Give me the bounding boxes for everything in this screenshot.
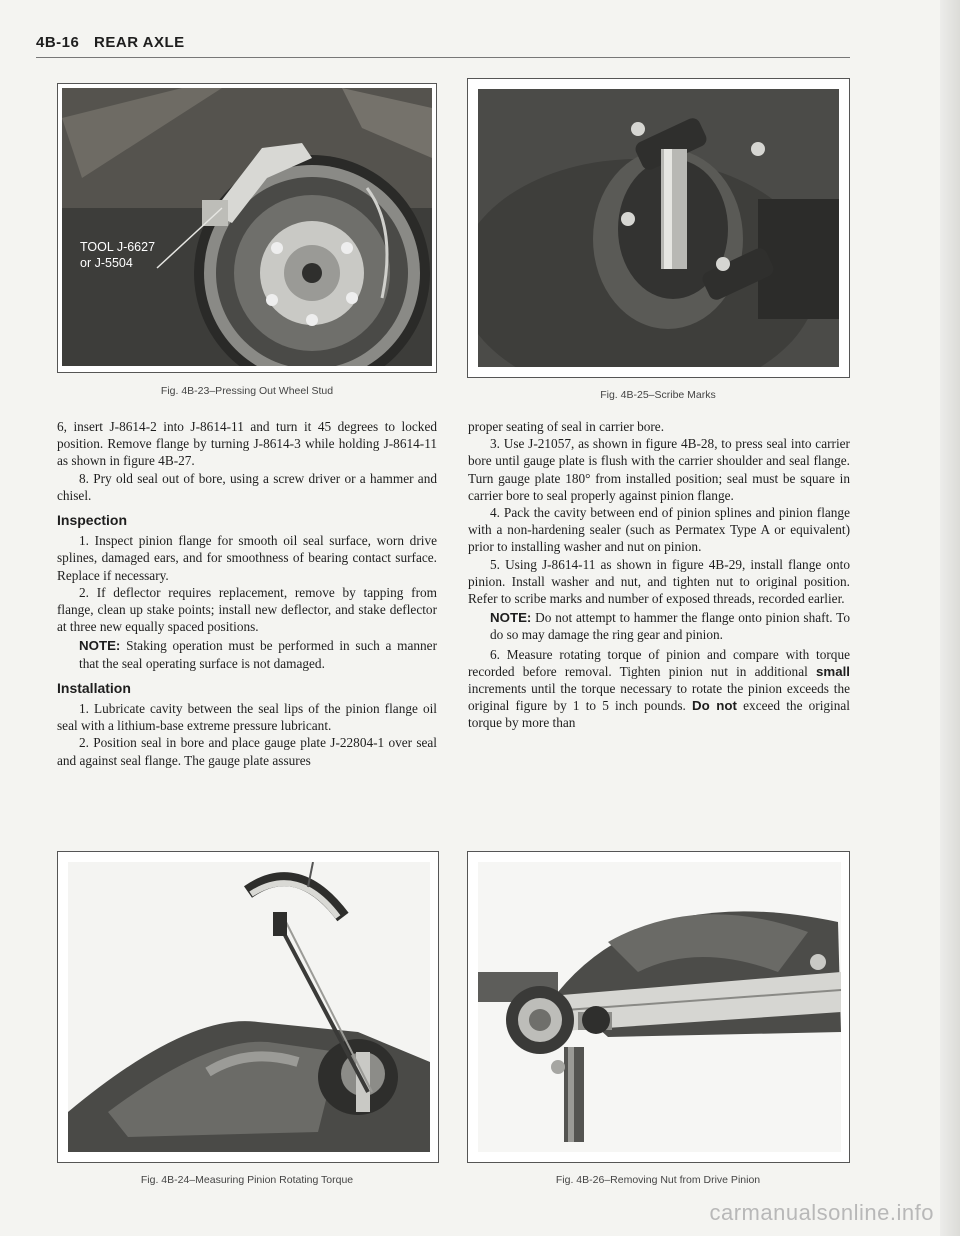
installation-step-3: 3. Use J-21057, as shown in figure 4B-28, to press seal into carrier bore until gauge plate is flush with the carrier shoulder and seal flange. Turn gauge plate 180° from installed position; seal must be square in carrier bore to seal properly against pinion flange.: [468, 436, 850, 503]
installation-step-4: 4. Pack the cavity between end of pinion splines and pinion flange with a non-hardening sealer (such as Permatex Type A or equivalent) prior to installing washer and nut on pinion.: [468, 505, 850, 555]
heading-inspection: Inspection: [57, 512, 128, 529]
installation-step-2: 2. Position seal in bore and place gauge plate J-22804-1 over seal and against seal flange. The gauge plate assures: [57, 735, 437, 768]
emphasis-small: small: [815, 663, 850, 679]
step-6-text-b: increments until the torque necessary to rotate the pinion exceeds the original figure by 1 to 5 inch pounds.: [468, 681, 850, 714]
remove-nut-photo: [478, 862, 841, 1152]
note-hammer: [490, 609, 850, 643]
installation-step-2-continued: proper seating of seal in carrier bore.: [468, 419, 665, 434]
tool-label-line1: TOOL J-6627: [80, 240, 156, 254]
caption-fig-4b-23: Fig. 4B-23–Pressing Out Wheel Stud: [160, 385, 334, 397]
step-6-text-c: exceed the original torque by more than: [468, 698, 850, 731]
watermark: carmanualsonline.info: [709, 1200, 934, 1225]
inspection-step-1: 1. Inspect pinion flange for smooth oil seal surface, worn drive splines, damaged ears, and for smoothness of bearing contact surface. Replace if necessary.: [57, 533, 437, 583]
wheel-stud-photo: [62, 88, 432, 366]
caption-fig-4b-24: Fig. 4B-24–Measuring Pinion Rotating Torque: [140, 1174, 354, 1186]
inspection-step-2: 2. If deflector requires replacement, remove by tapping from flange, clean up stake points; install new deflector, and stake deflector at three new equally spaced positions.: [57, 584, 437, 635]
figure-4b-26: [467, 851, 850, 1163]
step-6-continued: 6, insert J-8614-2 into J-8614-11 and turn it 45 degrees to locked position. Remove flange by turning J-8614-3 while holding J-8614-11 as shown in figure 4B-27.: [57, 419, 437, 469]
caption-fig-4b-26: Fig. 4B-26–Removing Nut from Drive Pinion: [555, 1174, 761, 1186]
figure-4b-25: [467, 78, 850, 378]
note-text: Staking operation must be performed in such a manner that the seal operating surface is not damaged.: [79, 638, 437, 671]
section-code: 4B-16: [36, 34, 80, 51]
page-header: [36, 34, 850, 58]
scribe-marks-photo: [478, 89, 839, 367]
section-title: REAR AXLE: [94, 34, 185, 51]
caption-fig-4b-25: Fig. 4B-25–Scribe Marks: [600, 389, 716, 401]
installation-step-5: 5. Using J-8614-11 as shown in figure 4B-29, install flange onto pinion. Install washer and nut, and tighten nut to original position. Refer to scribe marks and number of exposed threads, recorded earlier.: [468, 556, 850, 607]
torque-wrench-photo: [68, 862, 430, 1152]
right-column-text: [468, 418, 850, 732]
tool-label-line2: or J-5504: [80, 256, 133, 270]
installation-step-1: 1. Lubricate cavity between the seal lips of the pinion flange oil seal with a lithium-base extreme pressure lubricant.: [57, 701, 437, 734]
heading-installation: Installation: [57, 679, 131, 696]
note-label: NOTE:: [490, 610, 532, 626]
tool-label: [80, 239, 155, 271]
figure-4b-24: [57, 851, 439, 1163]
note-text: Do not attempt to hammer the flange onto pinion shaft. To do so may damage the ring gear and pinion.: [490, 610, 850, 643]
step-6-text-a: 6. Measure rotating torque of pinion and compare with torque recorded before removal. Tighten pinion nut in additional: [468, 646, 850, 679]
page-edge-shadow: [940, 0, 960, 1236]
note-staking: [79, 637, 437, 671]
emphasis-do-not: Do not: [692, 698, 737, 714]
left-column-text: [57, 418, 437, 769]
note-label: NOTE:: [79, 638, 121, 654]
installation-step-6: [468, 646, 850, 732]
step-8: 8. Pry old seal out of bore, using a screw driver or a hammer and chisel.: [57, 470, 437, 503]
figure-4b-23: [57, 83, 437, 373]
